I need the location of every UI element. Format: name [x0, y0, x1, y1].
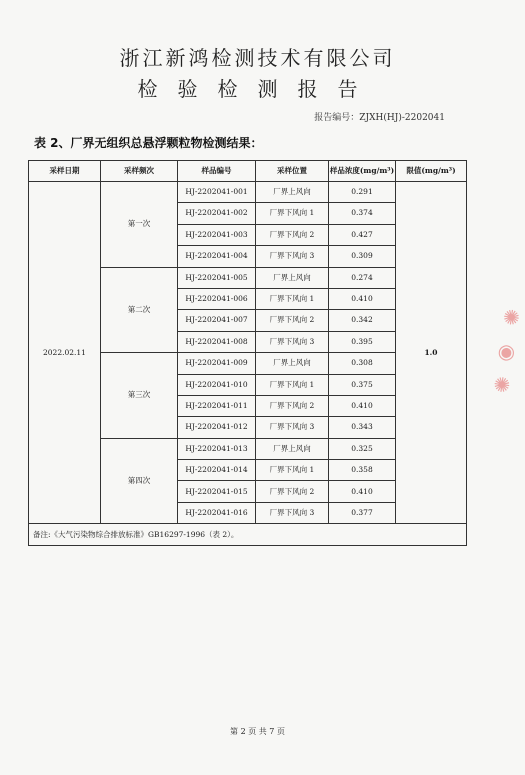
sample-id-cell: HJ-2202041-011: [178, 395, 256, 416]
sample-id-cell: HJ-2202041-006: [178, 288, 256, 309]
column-header: 样品浓度(mg/m³): [329, 161, 396, 182]
page-footer: 第 2 页 共 7 页: [230, 727, 285, 736]
report-title: 检验检测报告: [137, 77, 378, 101]
value-cell: 0.375: [329, 374, 396, 395]
table-header-row: [29, 161, 467, 182]
sample-id-cell: HJ-2202041-007: [178, 310, 256, 331]
location-cell: 厂界下风向 3: [256, 331, 329, 352]
column-header: 限值(mg/m³): [396, 161, 467, 182]
value-cell: 0.374: [329, 203, 396, 224]
value-cell: 0.274: [329, 267, 396, 288]
value-cell: 0.377: [329, 502, 396, 523]
column-header: 采样日期: [29, 161, 101, 182]
location-cell: 厂界下风向 2: [256, 310, 329, 331]
sample-id-cell: HJ-2202041-004: [178, 246, 256, 267]
table-body: [29, 182, 467, 546]
sample-id-cell: HJ-2202041-001: [178, 182, 256, 203]
sampling-frequency: 第二次: [101, 267, 178, 353]
sampling-frequency: 第三次: [101, 353, 178, 439]
sample-id-cell: HJ-2202041-010: [178, 374, 256, 395]
value-cell: 0.410: [329, 481, 396, 502]
value-cell: 0.309: [329, 246, 396, 267]
value-cell: 0.410: [329, 288, 396, 309]
results-table: [28, 160, 467, 546]
sampling-frequency: 第一次: [101, 182, 178, 268]
sample-id-cell: HJ-2202041-005: [178, 267, 256, 288]
limit-value: 1.0: [396, 182, 467, 524]
location-cell: 厂界下风向 2: [256, 481, 329, 502]
sample-id-cell: HJ-2202041-002: [178, 203, 256, 224]
value-cell: 0.308: [329, 353, 396, 374]
red-seal: ✺ ◉ ✺: [491, 304, 522, 398]
table-row: [29, 182, 467, 203]
sample-id-cell: HJ-2202041-013: [178, 438, 256, 459]
value-cell: 0.325: [329, 438, 396, 459]
value-cell: 0.343: [329, 417, 396, 438]
sample-id-cell: HJ-2202041-014: [178, 460, 256, 481]
location-cell: 厂界下风向 1: [256, 374, 329, 395]
report-number: 报告编号：ZJXH(HJ)-2202041: [314, 113, 445, 123]
column-header: 采样频次: [101, 161, 178, 182]
sample-id-cell: HJ-2202041-003: [178, 224, 256, 245]
value-cell: 0.427: [329, 224, 396, 245]
location-cell: 厂界下风向 3: [256, 417, 329, 438]
value-cell: 0.358: [329, 460, 396, 481]
sample-id-cell: HJ-2202041-012: [178, 417, 256, 438]
location-cell: 厂界下风向 2: [256, 395, 329, 416]
table-note: 备注:《大气污染物综合排放标准》GB16297-1996（表 2）。: [29, 524, 467, 546]
location-cell: 厂界下风向 3: [256, 502, 329, 523]
sampling-frequency: 第四次: [101, 438, 178, 524]
value-cell: 0.410: [329, 395, 396, 416]
section-title: 表 2、厂界无组织总悬浮颗粒物检测结果：: [34, 136, 263, 150]
value-cell: 0.395: [329, 331, 396, 352]
location-cell: 厂界下风向 1: [256, 288, 329, 309]
location-cell: 厂界下风向 1: [256, 460, 329, 481]
location-cell: 厂界下风向 1: [256, 203, 329, 224]
location-cell: 厂界上风向: [256, 353, 329, 374]
location-cell: 厂界上风向: [256, 267, 329, 288]
column-header: 采样位置: [256, 161, 329, 182]
company-name: 浙江新鸿检测技术有限公司: [119, 46, 396, 70]
note-row: [29, 524, 467, 546]
sample-id-cell: HJ-2202041-008: [178, 331, 256, 352]
location-cell: 厂界上风向: [256, 182, 329, 203]
value-cell: 0.342: [329, 310, 396, 331]
sample-id-cell: HJ-2202041-015: [178, 481, 256, 502]
location-cell: 厂界上风向: [256, 438, 329, 459]
location-cell: 厂界下风向 3: [256, 246, 329, 267]
column-header: 样品编号: [178, 161, 256, 182]
value-cell: 0.291: [329, 182, 396, 203]
sample-id-cell: HJ-2202041-009: [178, 353, 256, 374]
sampling-date: 2022.02.11: [29, 182, 101, 524]
sample-id-cell: HJ-2202041-016: [178, 502, 256, 523]
location-cell: 厂界下风向 2: [256, 224, 329, 245]
